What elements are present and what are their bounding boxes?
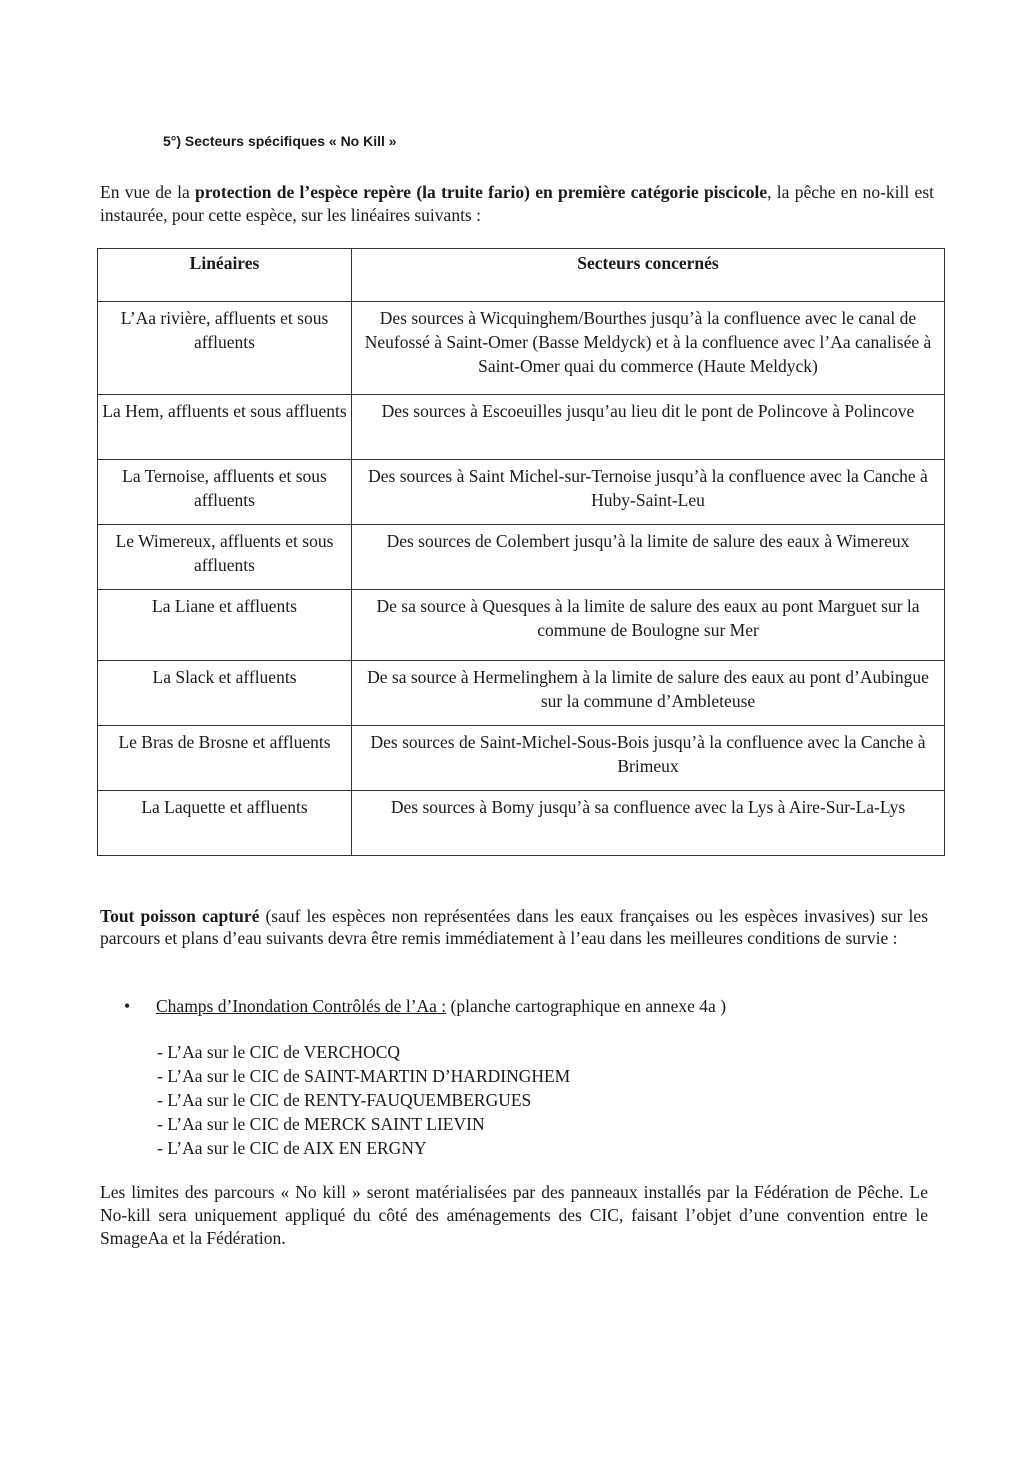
- intro-text-1: En vue de la: [100, 182, 195, 202]
- cell-secteur: Des sources à Saint Michel-sur-Ternoise jusqu’à la confluence avec la Canche à Huby-Saint-Leu: [352, 460, 945, 525]
- cic-title: Champs d’Inondation Contrôlés de l’Aa :: [156, 996, 447, 1016]
- cell-secteur: Des sources de Saint-Michel-Sous-Bois jusqu’à la confluence avec la Canche à Brimeux: [352, 726, 945, 791]
- cell-lineaire: La Slack et affluents: [98, 661, 352, 726]
- list-item: - L’Aa sur le CIC de VERCHOCQ: [157, 1042, 401, 1062]
- footer-paragraph: Les limites des parcours « No kill » seront matérialisées par des panneaux installés par la Fédération de Pêche. Le No-kill sera uniquement appliqué du côté des aménagements des CIC, faisant l’objet d’une convention entre le SmageAa et la Fédération.: [100, 1182, 928, 1248]
- cell-secteur: De sa source à Hermelinghem à la limite de salure des eaux au pont d’Aubingue sur la commune d’Ambleteuse: [352, 661, 945, 726]
- cell-lineaire: La Liane et affluents: [98, 590, 352, 661]
- cic-bullet: [124, 995, 726, 1017]
- cell-lineaire: Le Bras de Brosne et affluents: [98, 726, 352, 791]
- table-row: [98, 590, 945, 661]
- cell-lineaire: Le Wimereux, affluents et sous affluents: [98, 525, 352, 590]
- cell-lineaire: L’Aa rivière, affluents et sous affluents: [98, 302, 352, 395]
- cic-note: (planche cartographique en annexe 4a ): [446, 996, 727, 1016]
- cell-lineaire: La Ternoise, affluents et sous affluents: [98, 460, 352, 525]
- cell-lineaire: La Hem, affluents et sous affluents: [98, 395, 352, 460]
- table-header-row: [98, 249, 945, 302]
- list-item: - L’Aa sur le CIC de SAINT-MARTIN D’HARDINGHEM: [157, 1066, 571, 1086]
- cell-secteur: Des sources à Escoeuilles jusqu’au lieu dit le pont de Polincove à Polincove: [352, 395, 945, 460]
- bullet-icon: •: [124, 996, 131, 1016]
- column-header-secteurs: Secteurs concernés: [352, 249, 945, 302]
- table-row: [98, 302, 945, 395]
- capture-bold: Tout poisson capturé: [100, 906, 260, 926]
- cell-secteur: Des sources de Colembert jusqu’à la limite de salure des eaux à Wimereux: [352, 525, 945, 590]
- list-item: - L’Aa sur le CIC de RENTY-FAUQUEMBERGUES: [157, 1090, 532, 1110]
- intro-paragraph: [100, 181, 934, 227]
- capture-paragraph: [100, 905, 928, 949]
- cic-list: [157, 1040, 570, 1160]
- intro-bold: protection de l’espèce repère (la truite fario) en première catégorie piscicole: [195, 182, 768, 202]
- no-kill-table: [97, 248, 945, 856]
- column-header-lineaires: Linéaires: [98, 249, 352, 302]
- cell-secteur: Des sources à Wicquinghem/Bourthes jusqu’à la confluence avec le canal de Neufossé à Saint-Omer (Basse Meldyck) et à la confluence avec l’Aa canalisée à Saint-Omer quai du commerce (Haute Meldyck): [352, 302, 945, 395]
- capture-text: (sauf les espèces non représentées dans les eaux françaises ou les espèces invasives) sur les parcours et plans d’eau suivants devra être remis immédiatement à l’eau dans les meilleures conditions de survie :: [100, 906, 928, 948]
- table-row: [98, 726, 945, 791]
- list-item: - L’Aa sur le CIC de MERCK SAINT LIEVIN: [157, 1114, 485, 1134]
- cell-lineaire: La Laquette et affluents: [98, 791, 352, 856]
- cell-secteur: De sa source à Quesques à la limite de salure des eaux au pont Marguet sur la commune de Boulogne sur Mer: [352, 590, 945, 661]
- cell-secteur: Des sources à Bomy jusqu’à sa confluence avec la Lys à Aire-Sur-La-Lys: [352, 791, 945, 856]
- section-heading: 5°) Secteurs spécifiques « No Kill »: [163, 133, 397, 149]
- table-row: [98, 395, 945, 460]
- intro-text-2: , la pêche en no-kill est instaurée, pour cette espèce, sur les linéaires suivants :: [100, 182, 934, 225]
- table-row: [98, 525, 945, 590]
- table-row: [98, 661, 945, 726]
- list-item: - L’Aa sur le CIC de AIX EN ERGNY: [157, 1138, 427, 1158]
- table-row: [98, 460, 945, 525]
- table-row: [98, 791, 945, 856]
